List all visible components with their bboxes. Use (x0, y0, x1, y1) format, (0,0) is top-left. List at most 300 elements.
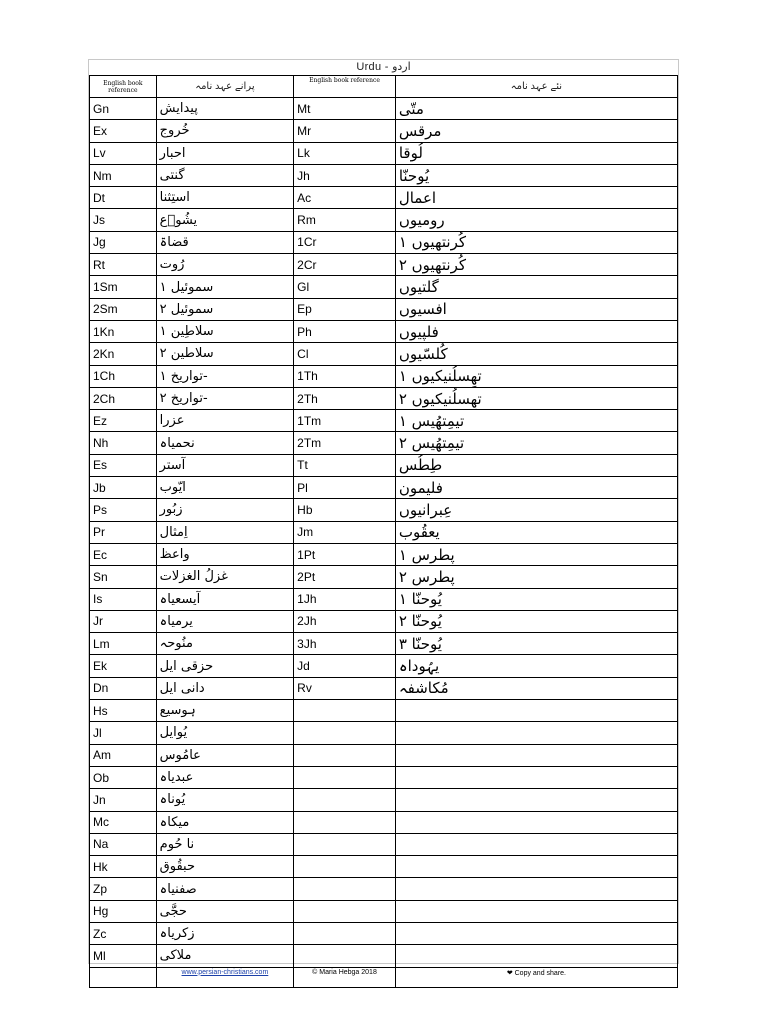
table-row (90, 276, 678, 298)
old-testament-name-cell (156, 655, 294, 677)
old-testament-name-cell (156, 922, 294, 944)
website-link[interactable]: www.persian-christians.com (181, 968, 269, 976)
new-testament-code-cell (294, 856, 396, 878)
new-testament-code-cell (294, 231, 396, 253)
old-testament-code-cell (90, 521, 157, 543)
header-new-testament-label: نئے عہد نامہ (510, 81, 563, 92)
old-testament-name-cell (156, 98, 294, 120)
old-testament-name-cell (156, 811, 294, 833)
table-row (90, 320, 678, 342)
old-testament-name: استِثنا (159, 190, 190, 206)
table-row (90, 878, 678, 900)
old-testament-name-cell (156, 610, 294, 632)
new-testament-code-cell (294, 454, 396, 476)
new-testament-name: افسیوں (398, 300, 447, 319)
old-testament-code: Zp (93, 882, 108, 897)
old-testament-code: 2Sm (93, 302, 118, 317)
old-testament-name-cell (156, 276, 294, 298)
old-testament-code: Ps (93, 502, 108, 517)
old-testament-name-cell (156, 454, 294, 476)
new-testament-code-cell (294, 900, 396, 922)
header-old-testament (156, 76, 294, 98)
old-testament-code-cell (90, 365, 157, 387)
new-testament-code: Ep (297, 302, 312, 317)
new-testament-code: Gl (297, 280, 310, 295)
old-testament-name-cell (156, 878, 294, 900)
old-testament-code: 2Ch (93, 391, 116, 406)
new-testament-name-cell (395, 432, 677, 454)
new-testament-name: فلپیوں (398, 322, 439, 341)
table-row (90, 677, 678, 699)
new-testament-code: 3Jh (297, 636, 317, 651)
new-testament-code-cell (294, 633, 396, 655)
old-testament-name: نا حُوم (159, 836, 195, 852)
new-testament-code: 2Tm (297, 436, 322, 451)
old-testament-code: Dt (93, 190, 105, 205)
new-testament-code: 2Cr (297, 257, 317, 272)
old-testament-name: احبار (159, 145, 186, 161)
old-testament-code-cell (90, 610, 157, 632)
new-testament-name: مرقس (398, 121, 442, 140)
old-testament-code-cell (90, 231, 157, 253)
old-testament-name-cell (156, 320, 294, 342)
new-testament-code-cell (294, 298, 396, 320)
old-testament-code: Sn (93, 569, 108, 584)
new-testament-name: یُوحنّا ۳ (398, 634, 442, 653)
old-testament-name-cell (156, 209, 294, 231)
old-testament-code-cell (90, 633, 157, 655)
old-testament-code: Am (93, 748, 111, 763)
new-testament-code: Hb (297, 502, 313, 517)
new-testament-code-cell (294, 477, 396, 499)
document-sheet (88, 59, 679, 977)
table-row (90, 588, 678, 610)
table-row (90, 387, 678, 409)
new-testament-code-cell (294, 677, 396, 699)
old-testament-name-cell (156, 298, 294, 320)
new-testament-code: Rm (297, 213, 316, 228)
new-testament-code-cell (294, 655, 396, 677)
old-testament-name: ایّوب (159, 480, 186, 496)
new-testament-name-cell (395, 922, 677, 944)
old-testament-code: Ek (93, 659, 108, 674)
new-testament-code-cell (294, 744, 396, 766)
old-testament-code-cell (90, 543, 157, 565)
old-testament-code: 1Ch (93, 369, 116, 384)
new-testament-code: Cl (297, 346, 309, 361)
new-testament-name-cell (395, 254, 677, 276)
new-testament-name: یُوحنّا ۲ (398, 612, 442, 631)
old-testament-name: سلاطین ۲ (159, 346, 214, 362)
old-testament-code: Pr (93, 525, 105, 540)
old-testament-name: عبدیاہ (159, 770, 194, 786)
old-testament-name: عامُوس (159, 747, 201, 763)
table-row (90, 365, 678, 387)
old-testament-code: Hg (93, 904, 109, 919)
old-testament-name-cell (156, 142, 294, 164)
table-row (90, 833, 678, 855)
new-testament-code-cell (294, 945, 396, 967)
old-testament-code-cell (90, 98, 157, 120)
new-testament-name: تھِسلُنیکیوں ۱ (398, 367, 482, 386)
footer-website-cell (156, 967, 294, 987)
old-testament-name: ملاکی (159, 948, 192, 964)
old-testament-code: Dn (93, 681, 109, 696)
old-testament-code-cell (90, 120, 157, 142)
old-testament-name-cell (156, 521, 294, 543)
table-row (90, 766, 678, 788)
old-testament-name: ہوسیع (159, 703, 196, 719)
table-row (90, 856, 678, 878)
new-testament-name-cell (395, 633, 677, 655)
old-testament-code: Mc (93, 815, 109, 830)
old-testament-name-cell (156, 187, 294, 209)
new-testament-name-cell (395, 543, 677, 565)
new-testament-name: متّی (398, 99, 424, 118)
old-testament-code: Na (93, 837, 109, 852)
old-testament-name: قضاۃ (159, 234, 189, 250)
new-testament-name: کُرنتھیوں ۲ (398, 255, 466, 274)
new-testament-code-cell (294, 811, 396, 833)
old-testament-name-cell (156, 432, 294, 454)
new-testament-name-cell (395, 365, 677, 387)
old-testament-name-cell (156, 120, 294, 142)
old-testament-name-cell (156, 900, 294, 922)
table-row (90, 633, 678, 655)
new-testament-code: Mr (297, 123, 312, 138)
old-testament-code-cell (90, 789, 157, 811)
old-testament-name-cell (156, 499, 294, 521)
new-testament-code-cell (294, 365, 396, 387)
new-testament-name-cell (395, 521, 677, 543)
new-testament-name: تیمِتھُیس ۱ (398, 411, 465, 430)
share-text: ❤ Copy and share. (395, 967, 677, 987)
old-testament-code-cell (90, 298, 157, 320)
new-testament-code-cell (294, 98, 396, 120)
old-testament-name: یشُوؔع (159, 212, 198, 228)
new-testament-name: یہُوداہ (398, 657, 440, 676)
old-testament-name: حبقُوق (159, 859, 195, 875)
new-testament-name: مُکاشفہ (398, 679, 449, 698)
new-testament-code-cell (294, 833, 396, 855)
old-testament-name-cell (156, 410, 294, 432)
new-testament-name: یُوحنّا ۱ (398, 590, 442, 609)
old-testament-code-cell (90, 454, 157, 476)
new-testament-name-cell (395, 655, 677, 677)
old-testament-name-cell (156, 633, 294, 655)
old-testament-code-cell (90, 320, 157, 342)
new-testament-name: گلتیوں (398, 278, 439, 297)
new-testament-code-cell (294, 766, 396, 788)
old-testament-name: -تواریخ ۲ (159, 391, 208, 406)
old-testament-name: رُوت (159, 257, 185, 273)
table-row (90, 98, 678, 120)
table-body (90, 98, 678, 968)
copyright-text: © Maria Hebga 2018 (294, 967, 396, 987)
new-testament-code-cell (294, 722, 396, 744)
new-testament-code-cell (294, 410, 396, 432)
new-testament-code: 1Tm (297, 413, 322, 428)
new-testament-name-cell (395, 410, 677, 432)
footer-row (90, 967, 678, 987)
header-old-testament-label: پرانے عہد نامہ (195, 81, 255, 92)
new-testament-code-cell (294, 187, 396, 209)
new-testament-code-cell (294, 142, 396, 164)
old-testament-code: 1Sm (93, 280, 118, 295)
old-testament-name: یُوناہ (159, 792, 186, 808)
new-testament-code-cell (294, 588, 396, 610)
table-row (90, 432, 678, 454)
new-testament-code: Pl (297, 480, 308, 495)
new-testament-code: 2Jh (297, 614, 317, 629)
old-testament-name-cell (156, 789, 294, 811)
old-testament-code-cell (90, 722, 157, 744)
old-testament-name: یُوایل (159, 725, 188, 741)
old-testament-name: یرمیاہ (159, 613, 193, 629)
old-testament-name: سلاطِین ۱ (159, 324, 214, 340)
new-testament-name-cell (395, 320, 677, 342)
old-testament-name: صفنیاہ (159, 881, 197, 897)
new-testament-name-cell (395, 700, 677, 722)
new-testament-code: 1Th (297, 369, 318, 384)
old-testament-name: حجَّی (159, 903, 187, 919)
new-testament-name-cell (395, 120, 677, 142)
page-title: Urdu - اردو (356, 61, 411, 73)
new-testament-name-cell (395, 187, 677, 209)
new-testament-name-cell (395, 454, 677, 476)
new-testament-code: Jh (297, 168, 310, 183)
new-testament-name: اعمال (398, 188, 437, 207)
old-testament-code: Es (93, 458, 108, 473)
old-testament-code-cell (90, 164, 157, 186)
old-testament-code: Is (93, 592, 103, 607)
old-testament-name: اِمثال (159, 524, 188, 540)
new-testament-name: عِبرانیوں (398, 500, 453, 519)
new-testament-name-cell (395, 343, 677, 365)
new-testament-code-cell (294, 499, 396, 521)
new-testament-name: یُوحنّا (398, 166, 430, 185)
old-testament-name-cell (156, 744, 294, 766)
old-testament-name-cell (156, 387, 294, 409)
old-testament-name-cell (156, 700, 294, 722)
new-testament-code: 1Cr (297, 235, 317, 250)
new-testament-code: 1Pt (297, 547, 316, 562)
old-testament-code: Lv (93, 146, 106, 161)
old-testament-code: Jb (93, 480, 106, 495)
new-testament-name-cell (395, 98, 677, 120)
old-testament-code: Jr (93, 614, 103, 629)
footer-blank-cell (90, 967, 157, 987)
new-testament-code: Tt (297, 458, 308, 473)
old-testament-name-cell (156, 722, 294, 744)
table-row (90, 231, 678, 253)
new-testament-name-cell (395, 677, 677, 699)
table-row (90, 454, 678, 476)
table-row (90, 164, 678, 186)
new-testament-name: طِطُس (398, 456, 443, 475)
old-testament-code: Zc (93, 926, 107, 941)
old-testament-code: Nh (93, 436, 109, 451)
new-testament-code-cell (294, 566, 396, 588)
new-testament-name-cell (395, 477, 677, 499)
old-testament-code: Nm (93, 168, 112, 183)
new-testament-code-cell (294, 610, 396, 632)
new-testament-name-cell (395, 766, 677, 788)
header-old-english-ref: English book reference (90, 76, 157, 98)
old-testament-name: حزقی ایل (159, 658, 214, 674)
old-testament-code: Ez (93, 413, 108, 428)
old-testament-code-cell (90, 900, 157, 922)
old-testament-name: آیسعیاہ (159, 591, 201, 607)
old-testament-code: Ob (93, 770, 110, 785)
old-testament-name: زبُور (159, 502, 183, 518)
new-testament-code-cell (294, 432, 396, 454)
old-testament-name-cell (156, 766, 294, 788)
old-testament-code-cell (90, 410, 157, 432)
new-testament-code-cell (294, 387, 396, 409)
new-testament-name-cell (395, 276, 677, 298)
old-testament-code-cell (90, 922, 157, 944)
old-testament-name: واعظ (159, 547, 190, 563)
new-testament-code: Ac (297, 190, 312, 205)
new-testament-code: Jm (297, 525, 314, 540)
old-testament-name-cell (156, 588, 294, 610)
table-row (90, 410, 678, 432)
old-testament-code-cell (90, 677, 157, 699)
old-testament-name: زکریاہ (159, 926, 195, 942)
old-testament-code-cell (90, 254, 157, 276)
table-row (90, 142, 678, 164)
table-row (90, 566, 678, 588)
old-testament-code: Jl (93, 725, 102, 740)
old-testament-code: Js (93, 213, 105, 228)
old-testament-code-cell (90, 432, 157, 454)
table-row (90, 254, 678, 276)
old-testament-code-cell (90, 655, 157, 677)
table-row (90, 744, 678, 766)
old-testament-name-cell (156, 164, 294, 186)
new-testament-code-cell (294, 878, 396, 900)
new-testament-name: تیمِتھُیس ۲ (398, 434, 465, 453)
old-testament-name: آستر (159, 457, 186, 473)
old-testament-code-cell (90, 700, 157, 722)
new-testament-name: تھِسلُنیکیوں ۲ (398, 389, 482, 408)
new-testament-code: Rv (297, 681, 312, 696)
new-testament-code: Lk (297, 146, 310, 161)
new-testament-name-cell (395, 833, 677, 855)
old-testament-name: میکاہ (159, 814, 190, 830)
new-testament-name-cell (395, 610, 677, 632)
new-testament-code-cell (294, 164, 396, 186)
new-testament-name: فلیمون (398, 478, 443, 497)
old-testament-code: Gn (93, 101, 110, 116)
old-testament-name: گنتی (159, 168, 185, 184)
old-testament-code-cell (90, 343, 157, 365)
new-testament-code-cell (294, 521, 396, 543)
new-testament-code-cell (294, 209, 396, 231)
old-testament-name-cell (156, 231, 294, 253)
new-testament-code: 2Th (297, 391, 318, 406)
table-header-row (90, 76, 678, 98)
new-testament-name-cell (395, 298, 677, 320)
old-testament-name: نحمیاہ (159, 435, 195, 451)
table-row (90, 789, 678, 811)
old-testament-name-cell (156, 254, 294, 276)
new-testament-name-cell (395, 209, 677, 231)
new-testament-code-cell (294, 922, 396, 944)
old-testament-code-cell (90, 588, 157, 610)
new-testament-name: پطرس ۱ (398, 545, 455, 564)
table-row (90, 922, 678, 944)
new-testament-name: کُرنتھیوں ۱ (398, 233, 466, 252)
old-testament-code: Ml (93, 948, 106, 963)
old-testament-code-cell (90, 566, 157, 588)
table-row (90, 209, 678, 231)
new-testament-name: یعقُوب (398, 523, 440, 542)
new-testament-code-cell (294, 120, 396, 142)
new-testament-code-cell (294, 543, 396, 565)
old-testament-name: عزرا (159, 413, 185, 429)
table-row (90, 610, 678, 632)
table-row (90, 945, 678, 967)
new-testament-name-cell (395, 566, 677, 588)
new-testament-name-cell (395, 856, 677, 878)
new-testament-name-cell (395, 945, 677, 967)
new-testament-code-cell (294, 700, 396, 722)
old-testament-name-cell (156, 833, 294, 855)
table-row (90, 543, 678, 565)
old-testament-name-cell (156, 677, 294, 699)
old-testament-code-cell (90, 856, 157, 878)
old-testament-code-cell (90, 499, 157, 521)
old-testament-code-cell (90, 833, 157, 855)
old-testament-name-cell (156, 945, 294, 967)
new-testament-code-cell (294, 343, 396, 365)
new-testament-code: 1Jh (297, 592, 317, 607)
table-row (90, 477, 678, 499)
bible-books-table (89, 75, 678, 988)
old-testament-code-cell (90, 477, 157, 499)
old-testament-code: 1Kn (93, 324, 115, 339)
table-row (90, 499, 678, 521)
old-testament-code-cell (90, 387, 157, 409)
old-testament-name: سموئیل ۱ (159, 279, 214, 295)
new-testament-code: Ph (297, 324, 312, 339)
old-testament-code: Lm (93, 636, 110, 651)
old-testament-code: Ex (93, 123, 108, 138)
old-testament-name-cell (156, 543, 294, 565)
table-row (90, 722, 678, 744)
new-testament-name-cell (395, 231, 677, 253)
old-testament-code-cell (90, 187, 157, 209)
old-testament-name: خُروج (159, 123, 190, 139)
table-row (90, 120, 678, 142)
table-row (90, 655, 678, 677)
new-testament-name-cell (395, 387, 677, 409)
old-testament-code: Rt (93, 257, 105, 272)
new-testament-code: 2Pt (297, 569, 316, 584)
new-testament-name: کُلسّیوں (398, 344, 448, 363)
old-testament-name-cell (156, 343, 294, 365)
old-testament-code-cell (90, 744, 157, 766)
old-testament-code-cell (90, 276, 157, 298)
old-testament-name-cell (156, 477, 294, 499)
table-row (90, 900, 678, 922)
table-row (90, 343, 678, 365)
new-testament-code: Mt (297, 101, 311, 116)
old-testament-name: -تواریخ ۱ (159, 368, 208, 384)
new-testament-name-cell (395, 900, 677, 922)
